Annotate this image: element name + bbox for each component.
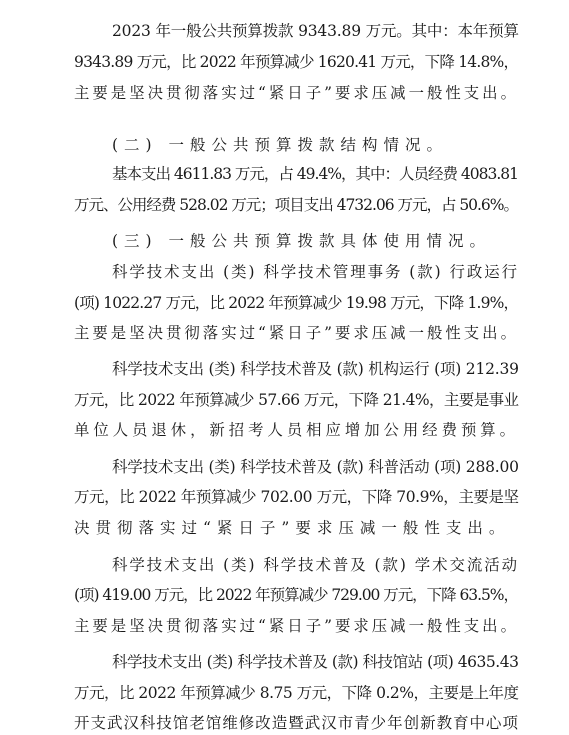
text-line: 万元，比 2022 年预算减少 702.00 万元，下降 70.9%，主要是坚: [74, 488, 519, 506]
section-heading: (三) 一般公共预算拨款具体使用情况。: [112, 232, 492, 250]
text-line: 决贯彻落实过“紧日子”要求压减一般性支出。: [74, 519, 511, 537]
text-line: (项) 1022.27 万元，比 2022 年预算减少 19.98 万元，下降 1.9%，: [74, 294, 519, 312]
text-line: 主要是坚决贯彻落实过“紧日子”要求压减一般性支出。: [74, 617, 519, 635]
text-line: 主要是坚决贯彻落实过“紧日子”要求压减一般性支出。: [74, 84, 519, 102]
text-line: 主要是坚决贯彻落实过“紧日子”要求压减一般性支出。: [74, 324, 519, 342]
text-line: 2023 年一般公共预算拨款 9343.89 万元。其中：本年预算: [112, 22, 519, 40]
text-line: 科学技术支出 (类) 科学技术普及 (款) 科普活动 (项) 288.00: [112, 458, 519, 476]
text-line: 万元、公用经费 528.02 万元；项目支出 4732.06 万元，占 50.6%。: [74, 196, 518, 214]
text-line: 开支武汉科技馆老馆维修改造暨武汉市青少年创新教育中心项: [74, 714, 519, 732]
text-line: 9343.89 万元，比 2022 年预算减少 1620.41 万元，下降 14.8%，: [74, 53, 519, 71]
text-line: (项) 419.00 万元，比 2022 年预算减少 729.00 万元，下降 63.5%，: [74, 586, 518, 604]
section-heading: (二) 一般公共预算拨款结构情况。: [112, 136, 449, 154]
text-line: 单位人员退休，新招考人员相应增加公用经费预算。: [74, 421, 519, 439]
text-line: 科学技术支出 (类) 科学技术普及 (款) 学术交流活动: [112, 556, 519, 574]
text-line: 科学技术支出 (类) 科学技术管理事务 (款) 行政运行: [112, 263, 519, 281]
text-line: 科学技术支出 (类) 科学技术普及 (款) 科技馆站 (项) 4635.43: [112, 653, 519, 671]
text-line: 万元，比 2022 年预算减少 8.75 万元，下降 0.2%，主要是上年度: [74, 684, 519, 702]
text-line: 基本支出 4611.83 万元，占 49.4%，其中：人员经费 4083.81: [112, 165, 518, 183]
text-line: 科学技术支出 (类) 科学技术普及 (款) 机构运行 (项) 212.39: [112, 360, 519, 378]
text-line: 万元，比 2022 年预算减少 57.66 万元，下降 21.4%，主要是事业: [74, 391, 519, 409]
